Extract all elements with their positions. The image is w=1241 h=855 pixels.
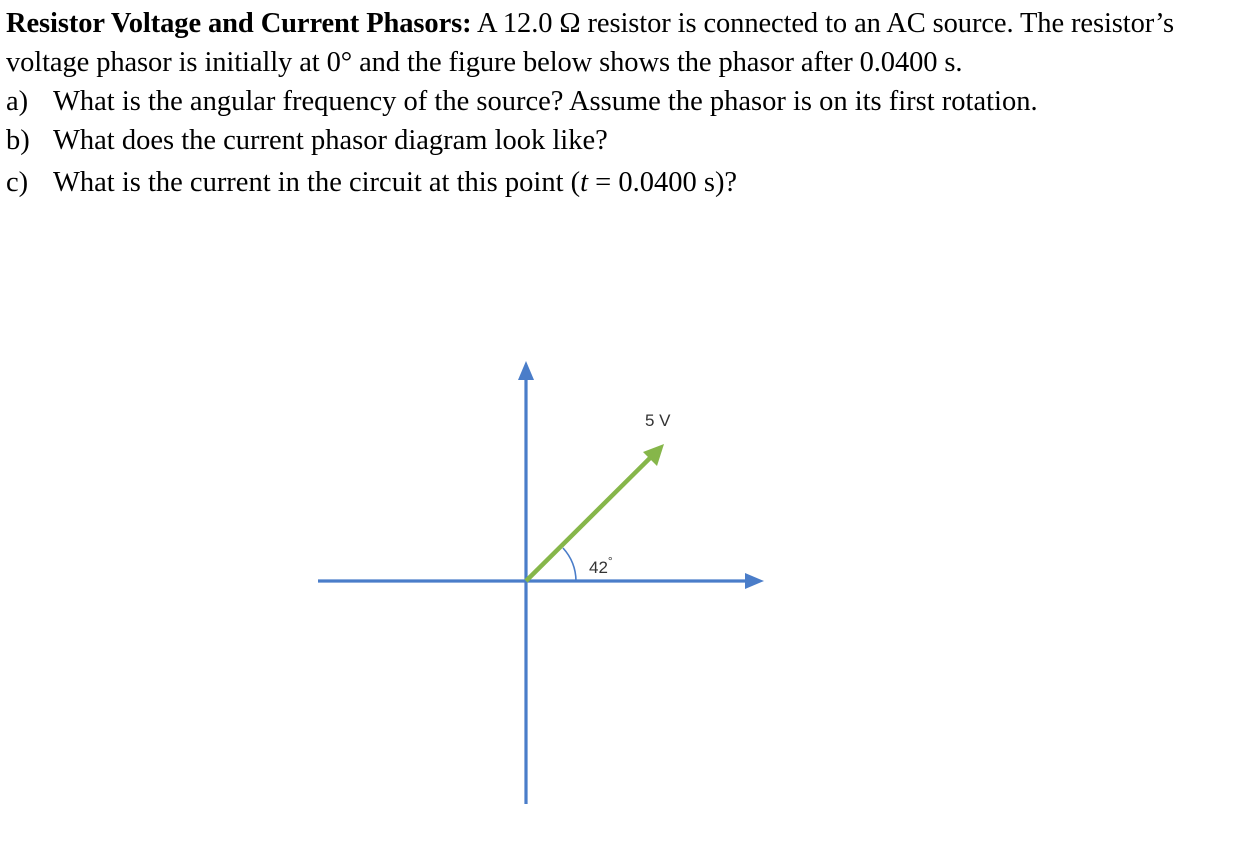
angle-degree-mark: ° (607, 554, 613, 568)
angle-arc (563, 548, 576, 581)
voltage-phasor (526, 458, 650, 581)
question-a-marker: a) (6, 86, 29, 117)
problem-intro-text: A 12.0 Ω resistor is connected to an AC source. The resistor’s voltage phasor is initially at 0° and the figure below shows the phasor after 0.0400 s. (6, 8, 1174, 78)
question-b (6, 121, 1236, 160)
problem-intro (6, 4, 1236, 82)
question-c (6, 163, 1236, 202)
problem-title: Resistor Voltage and Current Phasors: (6, 8, 472, 39)
angle-value: 42 (589, 558, 608, 577)
question-c-marker: c) (6, 167, 29, 198)
question-a-text: What is the angular frequency of the source? Assume the phasor is on its first rotation. (53, 86, 1038, 117)
horizontal-axis-arrowhead (745, 573, 764, 589)
question-b-marker: b) (6, 125, 30, 156)
question-list (6, 82, 1236, 202)
problem-statement (6, 4, 1236, 202)
vertical-axis-arrowhead (518, 361, 534, 380)
question-b-text: What does the current phasor diagram look like? (53, 125, 608, 156)
phasor-magnitude-label: 5 V (645, 411, 671, 430)
question-c-text-after: = 0.0400 s)? (588, 167, 738, 198)
question-a (6, 82, 1236, 121)
question-c-text-before: What is the current in the circuit at this point ( (53, 167, 581, 198)
phasor-diagram-svg (310, 355, 780, 815)
phasor-diagram (310, 355, 780, 815)
angle-label (589, 554, 613, 577)
question-c-variable: t (580, 167, 589, 198)
